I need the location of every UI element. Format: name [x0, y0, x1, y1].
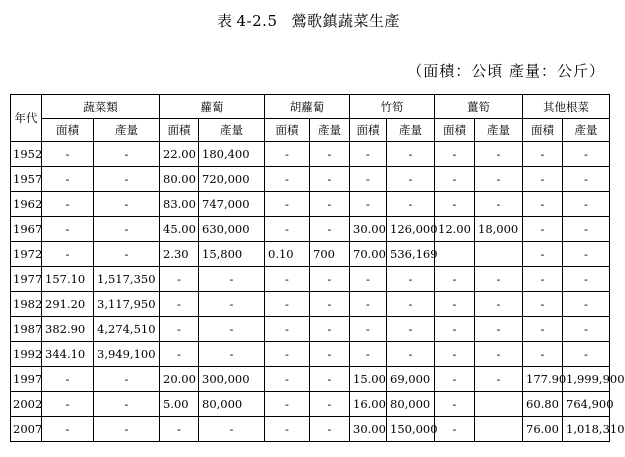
- data-cell: -: [563, 267, 610, 292]
- data-cell: -: [435, 342, 475, 367]
- data-cell: 20.00: [160, 367, 199, 392]
- data-cell: -: [350, 142, 387, 167]
- header-area: 面積: [435, 119, 475, 142]
- data-cell: -: [435, 167, 475, 192]
- table-row: [11, 317, 610, 342]
- data-cell: -: [199, 317, 265, 342]
- table-row: [11, 217, 610, 242]
- data-cell: -: [94, 192, 160, 217]
- table-row: [11, 392, 610, 417]
- data-cell: -: [350, 267, 387, 292]
- data-cell: -: [160, 292, 199, 317]
- data-cell: 18,000: [475, 217, 523, 242]
- header-yield: 產量: [475, 119, 523, 142]
- data-cell: 3,117,950: [94, 292, 160, 317]
- data-cell: 3,949,100: [94, 342, 160, 367]
- year-cell: 1997: [11, 367, 42, 392]
- data-cell: -: [523, 217, 563, 242]
- data-cell: -: [435, 367, 475, 392]
- data-cell: -: [387, 192, 435, 217]
- data-cell: -: [523, 167, 563, 192]
- data-cell: [475, 417, 523, 442]
- data-cell: -: [42, 417, 94, 442]
- data-cell: -: [310, 417, 350, 442]
- data-cell: 0.10: [265, 242, 310, 267]
- data-cell: -: [265, 317, 310, 342]
- year-cell: 1972: [11, 242, 42, 267]
- data-cell: -: [199, 417, 265, 442]
- data-cell: 4,274,510: [94, 317, 160, 342]
- data-cell: -: [475, 142, 523, 167]
- data-cell: 764,900: [563, 392, 610, 417]
- header-group: 竹筍: [350, 95, 435, 119]
- data-cell: -: [435, 142, 475, 167]
- year-cell: 1977: [11, 267, 42, 292]
- data-cell: -: [42, 242, 94, 267]
- data-cell: -: [310, 317, 350, 342]
- data-cell: 80.00: [160, 167, 199, 192]
- data-cell: 300,000: [199, 367, 265, 392]
- table-title-label: 表: [217, 12, 233, 30]
- data-cell: -: [563, 342, 610, 367]
- data-cell: 69,000: [387, 367, 435, 392]
- data-cell: 382.90: [42, 317, 94, 342]
- data-cell: 2.30: [160, 242, 199, 267]
- header-yield: 產量: [310, 119, 350, 142]
- data-cell: -: [199, 342, 265, 367]
- data-cell: -: [265, 367, 310, 392]
- data-cell: -: [350, 192, 387, 217]
- data-cell: -: [475, 367, 523, 392]
- data-cell: -: [435, 392, 475, 417]
- data-cell: -: [310, 142, 350, 167]
- data-cell: -: [563, 192, 610, 217]
- header-area: 面積: [42, 119, 94, 142]
- data-cell: 126,000: [387, 217, 435, 242]
- data-cell: -: [199, 267, 265, 292]
- data-cell: 177.90: [523, 367, 563, 392]
- table-row: [11, 417, 610, 442]
- data-cell: 12.00: [435, 217, 475, 242]
- table-row: [11, 367, 610, 392]
- data-cell: -: [350, 167, 387, 192]
- data-cell: -: [475, 267, 523, 292]
- data-cell: -: [310, 267, 350, 292]
- year-cell: 1952: [11, 142, 42, 167]
- data-cell: -: [310, 192, 350, 217]
- data-cell: -: [475, 292, 523, 317]
- header-yield: 產量: [94, 119, 160, 142]
- data-cell: -: [160, 267, 199, 292]
- data-cell: -: [310, 342, 350, 367]
- data-cell: [435, 242, 475, 267]
- data-cell: -: [160, 317, 199, 342]
- data-cell: [475, 392, 523, 417]
- header-yield: 產量: [199, 119, 265, 142]
- data-cell: 30.00: [350, 217, 387, 242]
- data-cell: 15,800: [199, 242, 265, 267]
- year-cell: 1987: [11, 317, 42, 342]
- data-cell: -: [350, 342, 387, 367]
- table-title: [0, 10, 617, 31]
- table-row: [11, 192, 610, 217]
- data-cell: -: [387, 267, 435, 292]
- data-cell: -: [435, 317, 475, 342]
- year-cell: 1962: [11, 192, 42, 217]
- data-cell: -: [310, 367, 350, 392]
- data-cell: -: [310, 392, 350, 417]
- data-cell: -: [94, 142, 160, 167]
- data-cell: -: [265, 167, 310, 192]
- data-cell: -: [94, 392, 160, 417]
- header-area: 面積: [350, 119, 387, 142]
- data-cell: 1,999,900: [563, 367, 610, 392]
- data-cell: -: [42, 217, 94, 242]
- header-group: 蘿蔔: [160, 95, 265, 119]
- data-cell: 291.20: [42, 292, 94, 317]
- data-cell: -: [435, 292, 475, 317]
- data-cell: -: [523, 242, 563, 267]
- table-row: [11, 242, 610, 267]
- table-title-text: 鶯歌鎮蔬菜生產: [291, 12, 400, 30]
- data-cell: 747,000: [199, 192, 265, 217]
- data-cell: -: [42, 167, 94, 192]
- data-cell: -: [475, 192, 523, 217]
- data-cell: -: [523, 317, 563, 342]
- data-cell: -: [265, 417, 310, 442]
- data-cell: 180,400: [199, 142, 265, 167]
- data-cell: 15.00: [350, 367, 387, 392]
- header-area: 面積: [523, 119, 563, 142]
- data-cell: -: [563, 217, 610, 242]
- data-cell: -: [563, 167, 610, 192]
- data-cell: -: [265, 342, 310, 367]
- data-cell: 80,000: [199, 392, 265, 417]
- data-cell: -: [94, 417, 160, 442]
- data-cell: 80,000: [387, 392, 435, 417]
- data-cell: -: [523, 267, 563, 292]
- data-cell: 22.00: [160, 142, 199, 167]
- data-cell: -: [523, 192, 563, 217]
- data-cell: -: [265, 267, 310, 292]
- data-cell: -: [387, 167, 435, 192]
- data-cell: -: [563, 142, 610, 167]
- data-cell: -: [310, 217, 350, 242]
- data-cell: -: [42, 192, 94, 217]
- data-cell: -: [475, 342, 523, 367]
- year-cell: 2007: [11, 417, 42, 442]
- data-cell: -: [350, 317, 387, 342]
- data-cell: -: [310, 292, 350, 317]
- data-cell: -: [160, 417, 199, 442]
- data-cell: -: [310, 167, 350, 192]
- header-year: 年代: [11, 95, 42, 142]
- data-cell: 700: [310, 242, 350, 267]
- data-cell: -: [387, 142, 435, 167]
- data-cell: -: [94, 367, 160, 392]
- table-row: [11, 142, 610, 167]
- data-cell: -: [563, 292, 610, 317]
- data-cell: [475, 242, 523, 267]
- data-cell: 630,000: [199, 217, 265, 242]
- data-cell: -: [160, 342, 199, 367]
- table-row: [11, 167, 610, 192]
- data-cell: 157.10: [42, 267, 94, 292]
- year-cell: 1982: [11, 292, 42, 317]
- header-group: 蔬菜類: [42, 95, 160, 119]
- table-row: [11, 292, 610, 317]
- data-cell: -: [387, 342, 435, 367]
- data-cell: -: [265, 392, 310, 417]
- data-cell: -: [435, 267, 475, 292]
- data-cell: -: [387, 292, 435, 317]
- data-cell: -: [199, 292, 265, 317]
- header-area: 面積: [160, 119, 199, 142]
- data-cell: -: [435, 417, 475, 442]
- unit-note: （面積：公頃 產量：公斤）: [407, 62, 605, 80]
- data-cell: -: [435, 192, 475, 217]
- year-cell: 1957: [11, 167, 42, 192]
- data-cell: -: [563, 317, 610, 342]
- header-yield: 產量: [563, 119, 610, 142]
- data-cell: 344.10: [42, 342, 94, 367]
- data-cell: 76.00: [523, 417, 563, 442]
- data-cell: 45.00: [160, 217, 199, 242]
- year-cell: 1967: [11, 217, 42, 242]
- data-cell: 83.00: [160, 192, 199, 217]
- data-cell: -: [265, 192, 310, 217]
- data-cell: -: [94, 217, 160, 242]
- header-group: 胡蘿蔔: [265, 95, 350, 119]
- data-cell: 30.00: [350, 417, 387, 442]
- data-cell: 150,000: [387, 417, 435, 442]
- data-cell: -: [94, 242, 160, 267]
- data-cell: -: [350, 292, 387, 317]
- header-group: 薑筍: [435, 95, 523, 119]
- data-cell: 536,169: [387, 242, 435, 267]
- header-area: 面積: [265, 119, 310, 142]
- data-cell: -: [265, 292, 310, 317]
- data-cell: 5.00: [160, 392, 199, 417]
- data-cell: 60.80: [523, 392, 563, 417]
- data-cell: 70.00: [350, 242, 387, 267]
- data-cell: -: [523, 342, 563, 367]
- data-cell: -: [387, 317, 435, 342]
- data-cell: -: [475, 167, 523, 192]
- data-cell: 1,018,310: [563, 417, 610, 442]
- table-row: [11, 267, 610, 292]
- data-cell: -: [42, 392, 94, 417]
- data-cell: 720,000: [199, 167, 265, 192]
- data-cell: -: [475, 317, 523, 342]
- header-group: 其他根菜: [523, 95, 610, 119]
- data-cell: -: [42, 367, 94, 392]
- data-cell: -: [265, 217, 310, 242]
- year-cell: 2002: [11, 392, 42, 417]
- data-cell: -: [563, 242, 610, 267]
- data-cell: -: [265, 142, 310, 167]
- data-cell: -: [42, 142, 94, 167]
- table-title-number: 4-2.5: [236, 12, 278, 30]
- header-yield: 產量: [387, 119, 435, 142]
- year-cell: 1992: [11, 342, 42, 367]
- data-cell: 16.00: [350, 392, 387, 417]
- data-cell: 1,517,350: [94, 267, 160, 292]
- table-row: [11, 342, 610, 367]
- data-cell: -: [94, 167, 160, 192]
- data-cell: -: [523, 292, 563, 317]
- data-cell: -: [523, 142, 563, 167]
- vegetable-production-table: [10, 94, 625, 442]
